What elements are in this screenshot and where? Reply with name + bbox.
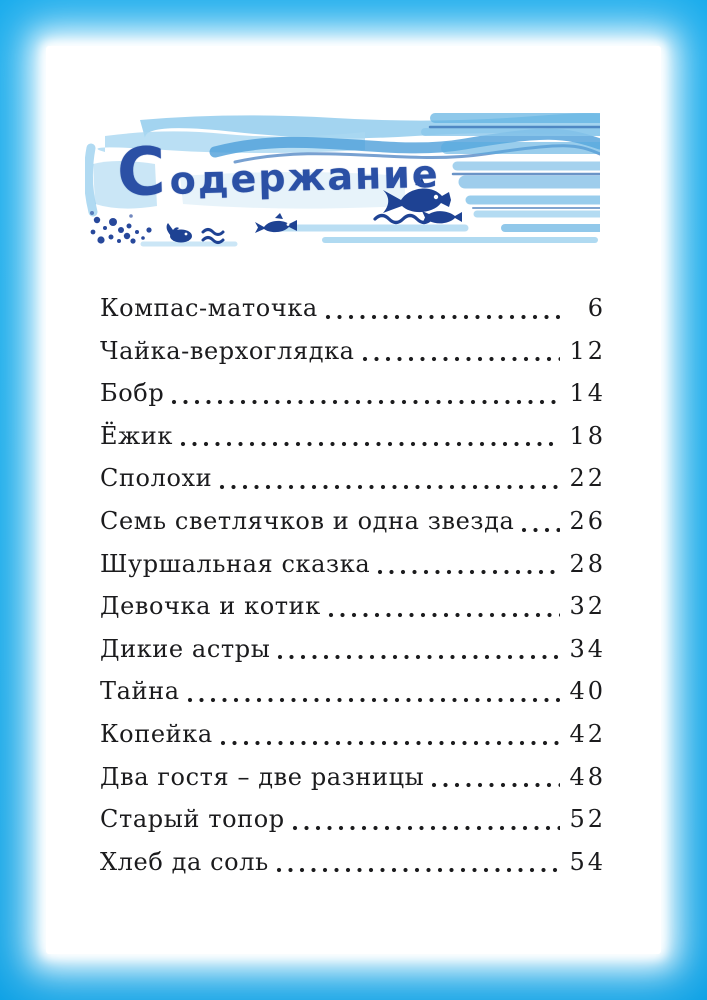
toc-entry	[100, 841, 606, 884]
toc-list	[100, 287, 606, 883]
dotted-leader	[521, 500, 560, 543]
toc-entry-page: 28	[569, 549, 606, 578]
toc-entry	[100, 500, 606, 543]
toc-entry-page: 12	[569, 336, 606, 365]
toc-entry	[100, 457, 606, 500]
toc-entry-title: Компас-маточка	[100, 294, 318, 322]
dotted-leader	[325, 287, 560, 330]
dotted-leader	[276, 841, 560, 884]
book-page	[46, 46, 661, 954]
dotted-leader	[171, 372, 560, 415]
toc-entry	[100, 372, 606, 415]
toc-entry-page: 14	[569, 379, 606, 408]
toc-entry-title: Тайна	[100, 677, 180, 706]
toc-entry	[100, 287, 606, 330]
dotted-leader	[187, 670, 560, 713]
wave-line-icon	[375, 216, 431, 223]
toc-entry	[100, 670, 606, 713]
toc-entry-page: 6	[587, 294, 606, 322]
toc-entry	[100, 713, 606, 756]
toc-entry-title: Ёжик	[100, 421, 173, 450]
toc-entry	[100, 330, 606, 373]
toc-entry	[100, 585, 606, 628]
toc-entry	[100, 415, 606, 458]
dotted-leader	[431, 756, 560, 799]
toc-entry-page: 26	[569, 506, 606, 535]
contents-banner	[85, 110, 600, 250]
dotted-leader	[292, 798, 560, 841]
toc-entry-title: Бобр	[100, 379, 165, 408]
wave-squiggle-icon	[203, 230, 223, 243]
toc-entry-page: 18	[569, 421, 606, 450]
small-fish-icon	[167, 223, 192, 243]
toc-entry-page: 52	[569, 805, 606, 834]
bubbles-dots	[90, 211, 152, 244]
dotted-leader	[220, 713, 560, 756]
toc-entry	[100, 628, 606, 671]
toc-entry-title: Девочка и котик	[100, 592, 321, 621]
toc-entry-page: 48	[569, 762, 606, 791]
toc-entry-title: Два гостя – две разницы	[100, 762, 425, 791]
toc-entry-page: 40	[569, 677, 606, 706]
toc-entry-title: Шуршальная сказка	[100, 549, 371, 578]
toc-entry-title: Копейка	[100, 719, 213, 748]
toc-entry-title: Сполохи	[100, 464, 213, 493]
toc-entry-page: 54	[569, 847, 606, 876]
dotted-leader	[328, 585, 560, 628]
toc-entry-title: Чайка-верхоглядка	[100, 336, 355, 365]
dotted-leader	[362, 330, 560, 373]
toc-entry	[100, 798, 606, 841]
toc-entry-title: Старый топор	[100, 805, 285, 834]
dotted-leader	[277, 628, 560, 671]
toc-entry-page: 42	[569, 719, 606, 748]
toc-entry-page: 22	[569, 464, 606, 493]
contents-title: Содержание	[116, 132, 441, 212]
toc-entry	[100, 756, 606, 799]
toc-entry-page: 34	[569, 634, 606, 663]
toc-entry-title: Дикие астры	[100, 634, 271, 663]
dotted-leader	[180, 415, 560, 458]
dotted-leader	[219, 457, 560, 500]
toc-entry-title: Семь светлячков и одна звезда	[100, 506, 515, 535]
toc-entry-title: Хлеб да соль	[100, 847, 269, 876]
toc-entry	[100, 543, 606, 586]
toc-entry-page: 32	[569, 592, 606, 621]
dotted-leader	[377, 543, 560, 586]
